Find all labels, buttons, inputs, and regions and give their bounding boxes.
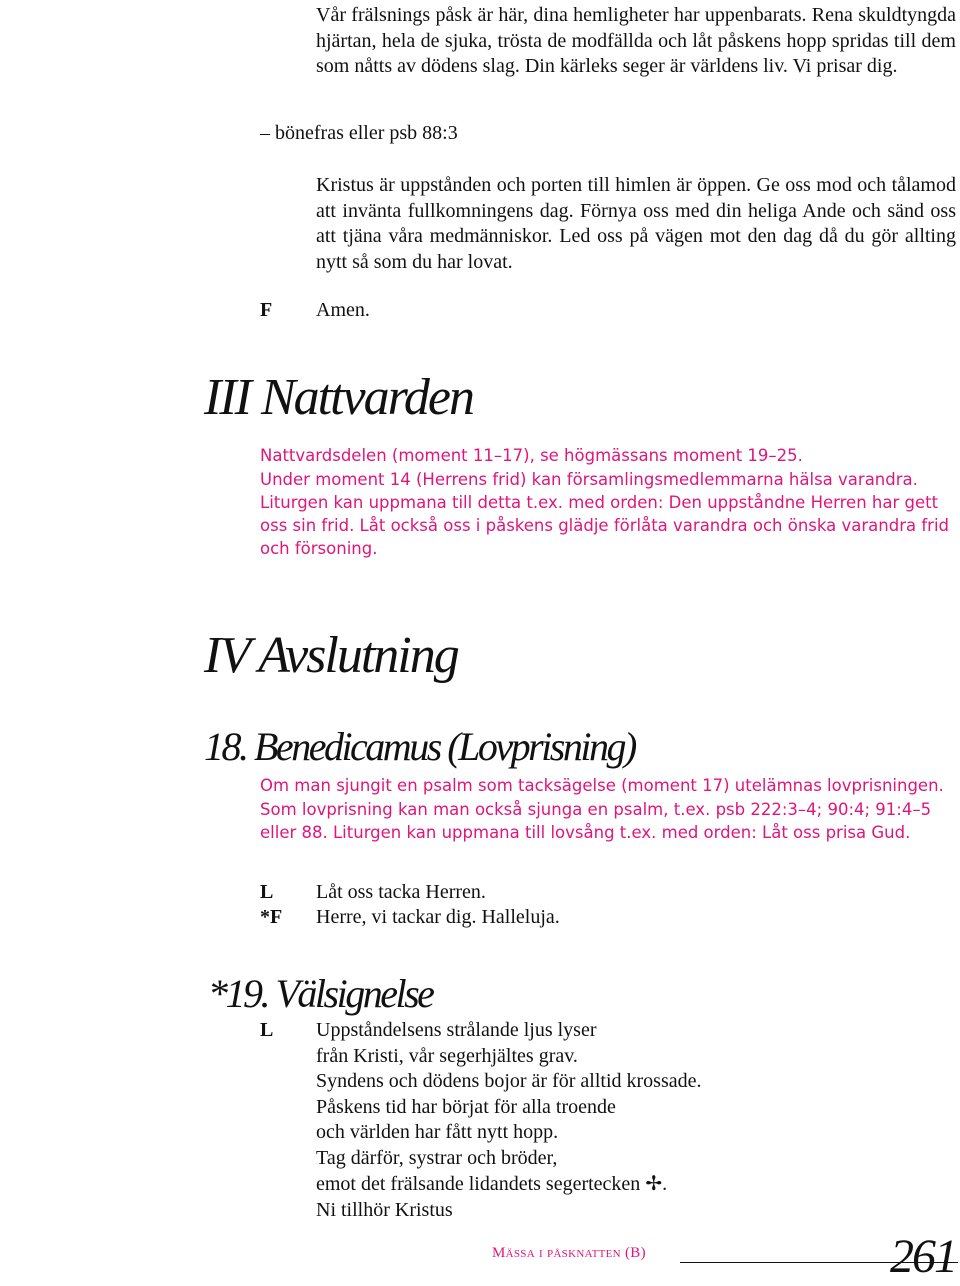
blessing-line-text: emot det frälsande lidandets segertecken bbox=[316, 1173, 641, 1195]
blessing-text bbox=[316, 1018, 956, 1223]
speaker-marker-l: L bbox=[260, 1019, 274, 1041]
response-note: – bönefras eller psb 88:3 bbox=[260, 122, 458, 144]
rubric-benedicamus-2: Som lovprisning kan man också sjunga en psalm, t.ex. psb 222:3–4; 90:4; 91:4–5 eller 88. Liturgen kan uppmana till lovsång t.ex. med orden: Låt oss prisa Gud. bbox=[260, 800, 932, 842]
rubric-nattvard-1: Nattvardsdelen (moment 11–17), se högmässans moment 19–25. bbox=[260, 446, 803, 465]
line-end-punctuation: . bbox=[662, 1173, 668, 1195]
rubric-benedicamus-1: Om man sjungit en psalm som tacksägelse (moment 17) utelämnas lovprisningen. bbox=[260, 776, 944, 795]
blessing-line-with-cross bbox=[316, 1171, 956, 1198]
section-title-nattvarden: III Nattvarden bbox=[204, 369, 473, 426]
blessing-line: Syndens och dödens bojor är för alltid krossade. bbox=[316, 1070, 702, 1092]
blessing-line: från Kristi, vår segerhjältes grav. bbox=[316, 1044, 578, 1067]
speaker-marker-f: *F bbox=[260, 906, 283, 928]
amen-text: Amen. bbox=[316, 299, 370, 321]
speaker-marker-f: F bbox=[260, 299, 273, 321]
item-title-valsignelse: *19. Välsignelse bbox=[208, 971, 433, 1016]
blessing-line: Ni tillhör Kristus bbox=[316, 1198, 453, 1221]
response-line: Herre, vi tackar dig. Halleluja. bbox=[316, 906, 560, 928]
speaker-marker-l: L bbox=[260, 881, 274, 903]
blessing-line: och världen har fått nytt hopp. bbox=[316, 1121, 559, 1143]
closing-prayer: Kristus är uppstånden och porten till himlen är öppen. Ge oss mod och tålamod att invänta fullkomningens dag. Förnya oss med din heliga Ande och sänd oss att tjäna våra medmänniskor. Led oss på vägen mot den dag då du gör allting nytt så som du har lovat. bbox=[316, 174, 956, 273]
blessing-line: Tag därför, systrar och bröder, bbox=[316, 1146, 558, 1169]
item-title-benedicamus: 18. Benedicamus (Lovprisning) bbox=[204, 724, 635, 769]
section-title-avslutning: IV Avslutning bbox=[204, 627, 458, 684]
response-line: Låt oss tacka Herren. bbox=[316, 881, 486, 903]
page-number: 261 bbox=[890, 1230, 956, 1283]
blessing-line: Uppståndelsens strålande ljus lyser bbox=[316, 1019, 597, 1041]
intro-prayer: Vår frälsnings påsk är här, dina hemligheter har uppenbarats. Rena skuldtyngda hjärtan, hela de sjuka, trösta de modfällda och låt påskens hopp spridas till dem som nåtts av dödens slag. Din kärleks seger är världens liv. Vi prisar dig. bbox=[316, 4, 956, 77]
blessing-line: Påskens tid har börjat för alla troende bbox=[316, 1095, 616, 1118]
cross-icon: ✢ bbox=[645, 1171, 663, 1195]
rubric-nattvard-2: Under moment 14 (Herrens frid) kan församlingsmedlemmarna hälsa varandra. Liturgen kan uppmana till detta t.ex. med orden: Den uppståndne Herren har gett oss sin frid. Låt också oss i påskens glädje förlåta varandra och önska varandra frid och försoning. bbox=[260, 470, 950, 558]
running-title: Mässa i påsknatten (B) bbox=[492, 1245, 646, 1261]
